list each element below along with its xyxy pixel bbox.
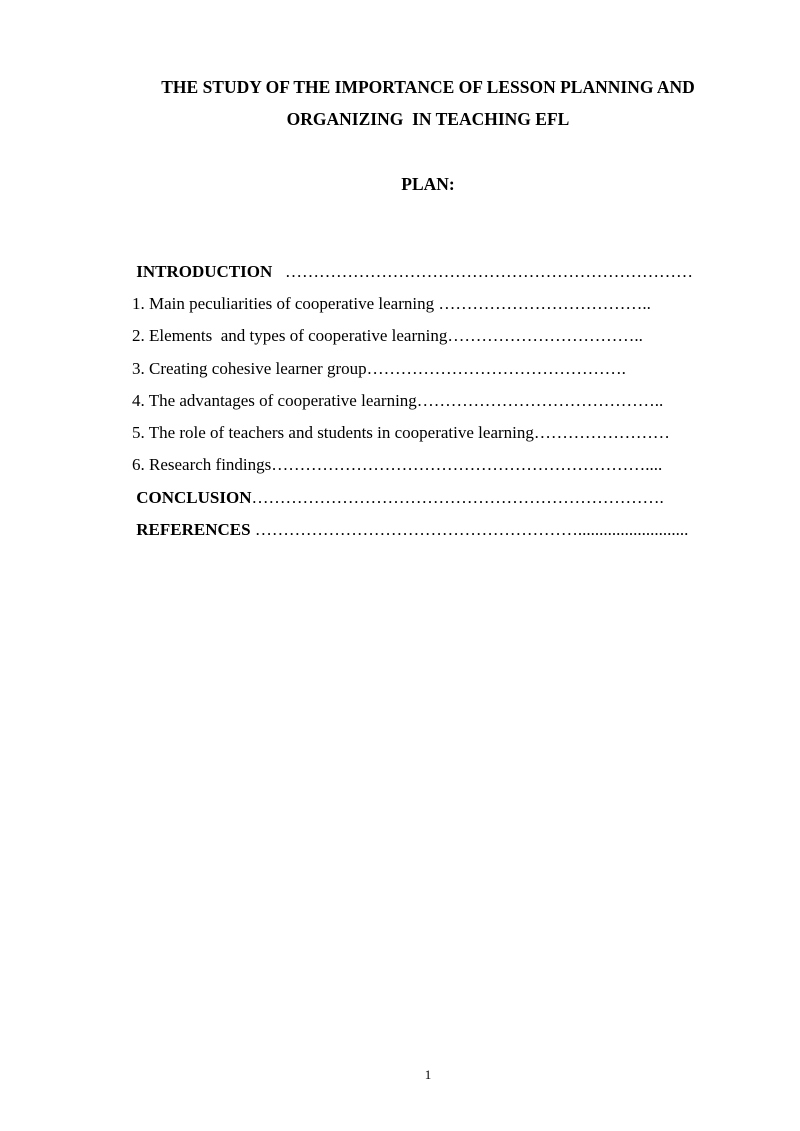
toc-leader: ………………………………………………………………. <box>251 488 664 507</box>
toc-leader: ………………………………………. <box>366 359 626 378</box>
toc-entry-references <box>115 497 688 563</box>
toc-leader: …………………………………….. <box>416 391 664 410</box>
toc-label: 5. The role of teachers and students in cooperative learning <box>132 423 534 442</box>
document-title-line-2: ORGANIZING IN TEACHING EFL <box>286 109 570 129</box>
toc-label: 3. Creating cohesive learner group <box>132 359 367 378</box>
toc-leader: …………………………….. <box>447 326 643 345</box>
toc-leader: ……………………………….. <box>434 294 651 313</box>
toc-label: INTRODUCTION <box>132 262 273 281</box>
toc-label: 1. Main peculiarities of cooperative learning <box>132 294 435 313</box>
toc-leader: ………………………………………………….......................... <box>250 520 689 539</box>
document-title-line-1: THE STUDY OF THE IMPORTANCE OF LESSON PLANNING AND <box>161 77 695 97</box>
toc-leader: ……………………………………………………………… <box>272 262 694 281</box>
toc-label: 2. Elements and types of cooperative learning <box>132 326 448 345</box>
plan-heading: PLAN: <box>401 174 455 194</box>
toc-label: 6. Research findings <box>132 455 272 474</box>
toc-leader: …………………… <box>533 423 670 442</box>
toc-leader: ………………………………………………………….... <box>271 455 663 474</box>
toc-label: CONCLUSION <box>132 488 252 507</box>
toc-label: 4. The advantages of cooperative learning <box>132 391 417 410</box>
page-number: 1 <box>424 1067 432 1082</box>
toc-label: REFERENCES <box>132 520 251 539</box>
